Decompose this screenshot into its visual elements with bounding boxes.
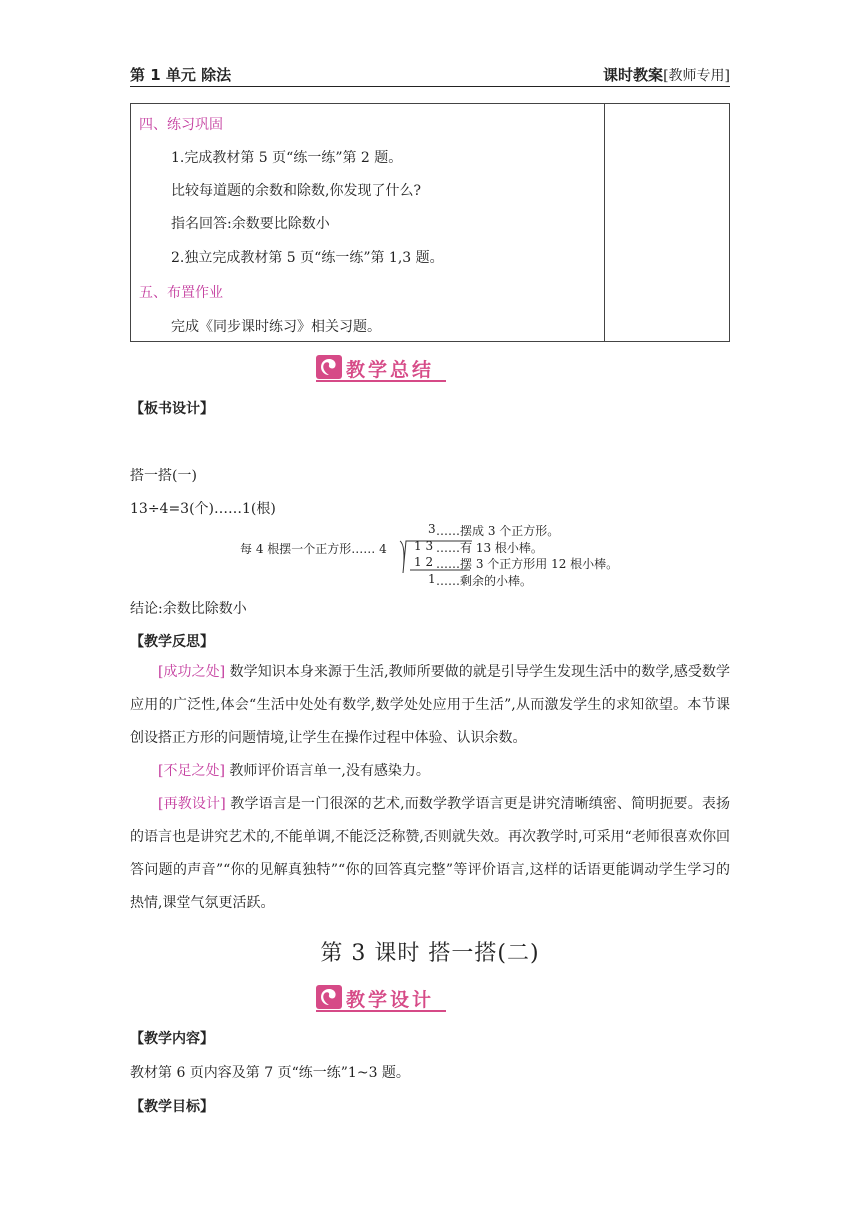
banner-logo-icon bbox=[316, 985, 342, 1009]
shortcoming-label: [不足之处] bbox=[158, 763, 225, 779]
table-divider bbox=[604, 104, 605, 341]
design-banner bbox=[316, 985, 446, 1009]
design-banner-text: 教学设计 bbox=[346, 989, 435, 1011]
practice-item-1: 1.完成教材第 5 页“练一练”第 2 题。 bbox=[171, 150, 403, 166]
content-heading: 【教学内容】 bbox=[130, 1031, 214, 1047]
homework-line: 完成《同步课时练习》相关习题。 bbox=[171, 319, 381, 335]
success-label: [成功之处] bbox=[158, 664, 226, 680]
unit-label: 第 1 单元 除法 bbox=[130, 66, 232, 84]
lesson-title: 第 3 课时 搭一搭(二) bbox=[320, 941, 540, 966]
header-title-text: 课时教案 bbox=[603, 66, 664, 84]
summary-banner-text: 教学总结 bbox=[346, 359, 435, 381]
banner-logo-icon bbox=[316, 355, 342, 379]
header-title bbox=[603, 64, 730, 85]
practice-item-2: 2.独立完成教材第 5 页“练一练”第 1,3 题。 bbox=[171, 250, 444, 266]
redesign-label: [再教设计] bbox=[158, 796, 226, 812]
shortcoming-paragraph bbox=[130, 755, 730, 788]
shortcoming-text: 教师评价语言单一,没有感染力。 bbox=[229, 763, 430, 779]
practice-line-3: 指名回答:余数要比除数小 bbox=[171, 216, 330, 232]
page-header bbox=[130, 64, 730, 86]
diagram-remainder: 1 bbox=[428, 572, 436, 586]
goal-heading: 【教学目标】 bbox=[130, 1099, 214, 1115]
redesign-text: 教学语言是一门很深的艺术,而数学教学语言更是讲究清晰缜密、简明扼要。表扬的语言也是讲究艺术的,不能单调,不能泛泛称赞,否则就失效。再次教学时,可采用“老师很喜欢你回答问题的声音”“你的见解真独特”“你的回答真完整”等评价语言,这样的话语更能调动学生学习的热情,课堂气氛更活跃。 bbox=[130, 796, 731, 911]
board-title: 搭一搭(一) bbox=[130, 468, 197, 484]
summary-banner bbox=[316, 355, 446, 379]
diagram-product: 1 2 bbox=[414, 555, 434, 569]
practice-line-2: 比较每道题的余数和除数,你发现了什么? bbox=[171, 183, 421, 199]
redesign-paragraph bbox=[130, 788, 730, 920]
diagram-product-note: ……摆 3 个正方形用 12 根小棒。 bbox=[436, 557, 619, 571]
content-text: 教材第 6 页内容及第 7 页“练一练”1~3 题。 bbox=[130, 1065, 410, 1081]
header-rule bbox=[130, 86, 730, 87]
success-paragraph bbox=[130, 656, 730, 755]
board-equation: 13÷4=3(个)……1(根) bbox=[130, 501, 276, 517]
board-conclusion: 结论:余数比除数小 bbox=[130, 601, 247, 617]
section-homework: 五、布置作业 bbox=[139, 285, 223, 301]
reflection-body bbox=[130, 656, 730, 920]
summary-banner-underline bbox=[316, 380, 446, 382]
reflection-heading: 【教学反思】 bbox=[130, 634, 214, 650]
board-heading: 【板书设计】 bbox=[130, 401, 214, 417]
design-banner-underline bbox=[316, 1010, 446, 1012]
section-practice: 四、练习巩固 bbox=[139, 117, 223, 133]
diagram-quotient: 3 bbox=[428, 522, 436, 536]
header-tag: [教师专用] bbox=[663, 68, 730, 84]
diagram-remainder-note: ……剩余的小棒。 bbox=[436, 574, 533, 588]
lesson-table bbox=[130, 103, 730, 342]
diagram-dividend: 1 3 bbox=[414, 539, 434, 553]
diagram-dividend-note: ……有 13 根小棒。 bbox=[436, 541, 543, 555]
success-text: 数学知识本身来源于生活,教师所要做的就是引导学生发现生活中的数学,感受数学应用的广泛性,体会“生活中处处有数学,数学处处应用于生活”,从而激发学生的求知欲望。本节课创设搭正方形的问题情境,让学生在操作过程中体验、认识余数。 bbox=[130, 664, 730, 746]
diagram-quotient-note: ……摆成 3 个正方形。 bbox=[436, 524, 560, 538]
diagram-left-label: 每 4 根摆一个正方形…… 4 bbox=[240, 542, 387, 556]
